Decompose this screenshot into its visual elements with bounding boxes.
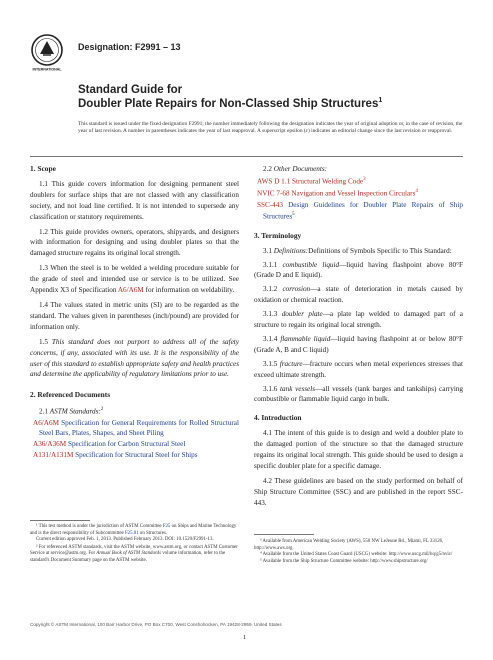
other-documents-label: 2.2 Other Documents:	[263, 165, 328, 173]
footnote-4: ⁴ Available from the United States Coast Guard (USCG) website: http://www.uscg.mil/hq/g5/nvic/	[260, 552, 453, 558]
para-1-4: 1.4 The values stated in metric units (SI) are to be regarded as the standard. The values given in parentheses (inch/pound) are provided for information only.	[30, 300, 239, 331]
section-1-heading: 1. Scope	[30, 164, 56, 173]
term-fracture: 3.1.5 fracture—fracture occurs when metal experiences stresses that exceed ultimate strength.	[254, 359, 463, 379]
para-1-5: 1.5 This standard does not purport to address all of the safety concerns, if any, associated with its use. It is the responsibility of the user of this standard to establish appropriate safety and health practices and determine the applicability of regulatory limitations prior to use.	[30, 337, 239, 379]
ref-aws[interactable]: AWS D 1.1 Structural Welding Code$^3$	[257, 176, 366, 186]
term-3-1: 3.1 Definitions:Definitions of Symbols Specific to This Standard:	[263, 246, 452, 255]
left-column	[30, 164, 239, 461]
header-divider	[30, 156, 463, 157]
svg-text:INTERNATIONAL: INTERNATIONAL	[32, 67, 62, 72]
astm-logo	[30, 32, 64, 72]
ref-a36[interactable]: A36/A36M Specification for Carbon Structural Steel	[33, 440, 186, 449]
term-tank-vessels: 3.1.6 tank vessels—all vessels (tank barges and tankships) carrying combustible or flammable liquid cargo in bulk.	[254, 384, 464, 404]
page-number: 1	[243, 634, 247, 641]
term-corrosion: 3.1.2 corrosion—a state of deterioration in metals caused by oxidation or chemical reaction.	[254, 285, 463, 305]
section-3-heading: 3. Terminology	[254, 230, 302, 240]
para-1-3: 1.3 When the steel is to be welded a welding procedure suitable for the grade of steel and intended use or service is to be utilized. See Appendix X3 of Specification A6/A6M for information on weldability.	[30, 264, 239, 295]
designation: Designation: F2991 – 13	[78, 42, 181, 52]
ref-ssc[interactable]: SSC-443 Design Guidelines for Doubler Plate Repairs of Ship Structures$^5$	[257, 200, 463, 221]
ref-a6[interactable]: A6/A6M Specification for General Requirements for Rolled Structural Steel Bars, Plates, Shapes, and Sheet Piling	[33, 418, 239, 438]
issuance-note: This standard is issued under the fixed designation F2991; the number immediately following the designation indicates the year of original adoption or, in the case of revision, the year of last revision. A number in parentheses indicates the year of last reapproval. A superscript epsilon (ε) indicates an editorial change since the last revision or reapproval.	[78, 121, 463, 135]
footnote-3: ³ Available from American Welding Society (AWS), 550 NW LeJeune Rd., Miami, FL 33126, http://www.aws.org.	[254, 539, 444, 551]
term-flammable-liquid: 3.1.4 flammable liquid—liquid having flashpoint at or below 80°F (Grade A, B and C liquid)	[254, 334, 463, 354]
left-footnotes	[30, 524, 239, 565]
footnote-divider-left	[30, 520, 90, 521]
copyright-footer: Copyright © ASTM International, 100 Barr Harbor Drive, PO Box C700, West Conshohocken, PA 19428-2959. United States	[30, 622, 282, 627]
title-line-1: Standard Guide for	[78, 84, 183, 96]
footnote-1-edition: Current edition approved Feb. 1, 2013. Published February 2013. DOI: 10.1520/F2991-13.	[36, 537, 214, 543]
section-4-heading: 4. Introduction	[254, 413, 302, 423]
footnote-1: ¹ This test method is under the jurisdiction of ASTM Committee F25 on Ships and Marine Technology and is the direct responsibility of Subcommittee F25.01 on Structures.	[30, 524, 237, 536]
title-footnote-ref: 1	[378, 97, 383, 104]
ref-a131[interactable]: A131/A131M Specification for Structural Steel for Ships	[33, 451, 198, 460]
title-line-2: Doubler Plate Repairs for Non-Classed Ship Structures	[78, 97, 379, 110]
term-doubler-plate: 3.1.3 doubler plate—a plate lap welded to damaged part of a structure to regain its original local strength.	[254, 310, 463, 330]
term-combustible-liquid: 3.1.1 combustible liquid—liquid having flashpoint above 80°F (Grade D and E liquid).	[254, 260, 463, 280]
ref-nvic[interactable]: NVIC 7-68 Navigation and Vessel Inspection Circulars$^4$	[257, 189, 418, 198]
astm-standards-label: 2.1 ASTM Standards:$^2$	[39, 407, 104, 416]
right-footnotes	[254, 539, 463, 565]
footnote-divider-right	[254, 534, 314, 535]
link-a6[interactable]: A6/A6M	[117, 286, 144, 295]
footnote-2: ² For referenced ASTM standards, visit the ASTM website, www.astm.org, or contact ASTM Customer Service at service@astm.org. For Annual Book of ASTM Standards volume information, refer to the standard's Document Summary page on the ASTM website.	[30, 544, 238, 563]
right-column	[254, 164, 463, 509]
document-title	[78, 97, 382, 110]
para-1-1: 1.1 This guide covers information for designing permanent steel doublers for surface ships that are not classed with any classification society, and not load line certified. It is not intended to supersede any classification or statutory requirements.	[30, 179, 239, 221]
para-4-1: 4.1 The intent of this guide is to design and weld a doubler plate to the damaged portion of the structure so that the damaged structure regains its original local strength. This guide should be used to design a specific doubler plate for a specific damage.	[254, 429, 463, 471]
section-2-heading: 2. Referenced Documents	[30, 390, 111, 400]
para-4-2: 4.2 These guidelines are based on the study performed on behalf of Ship Structure Committee (SSC) and are published in the report SSC-443.	[254, 476, 463, 507]
footnote-5: ⁵ Available from the Ship Structure Committee website: http://www.shipstructure.org/	[260, 558, 428, 564]
para-1-2: 1.2 This guide provides owners, operators, shipyards, and designers with information for designing and using doubler plates so that the damaged structure regains its original local strength.	[30, 227, 239, 258]
